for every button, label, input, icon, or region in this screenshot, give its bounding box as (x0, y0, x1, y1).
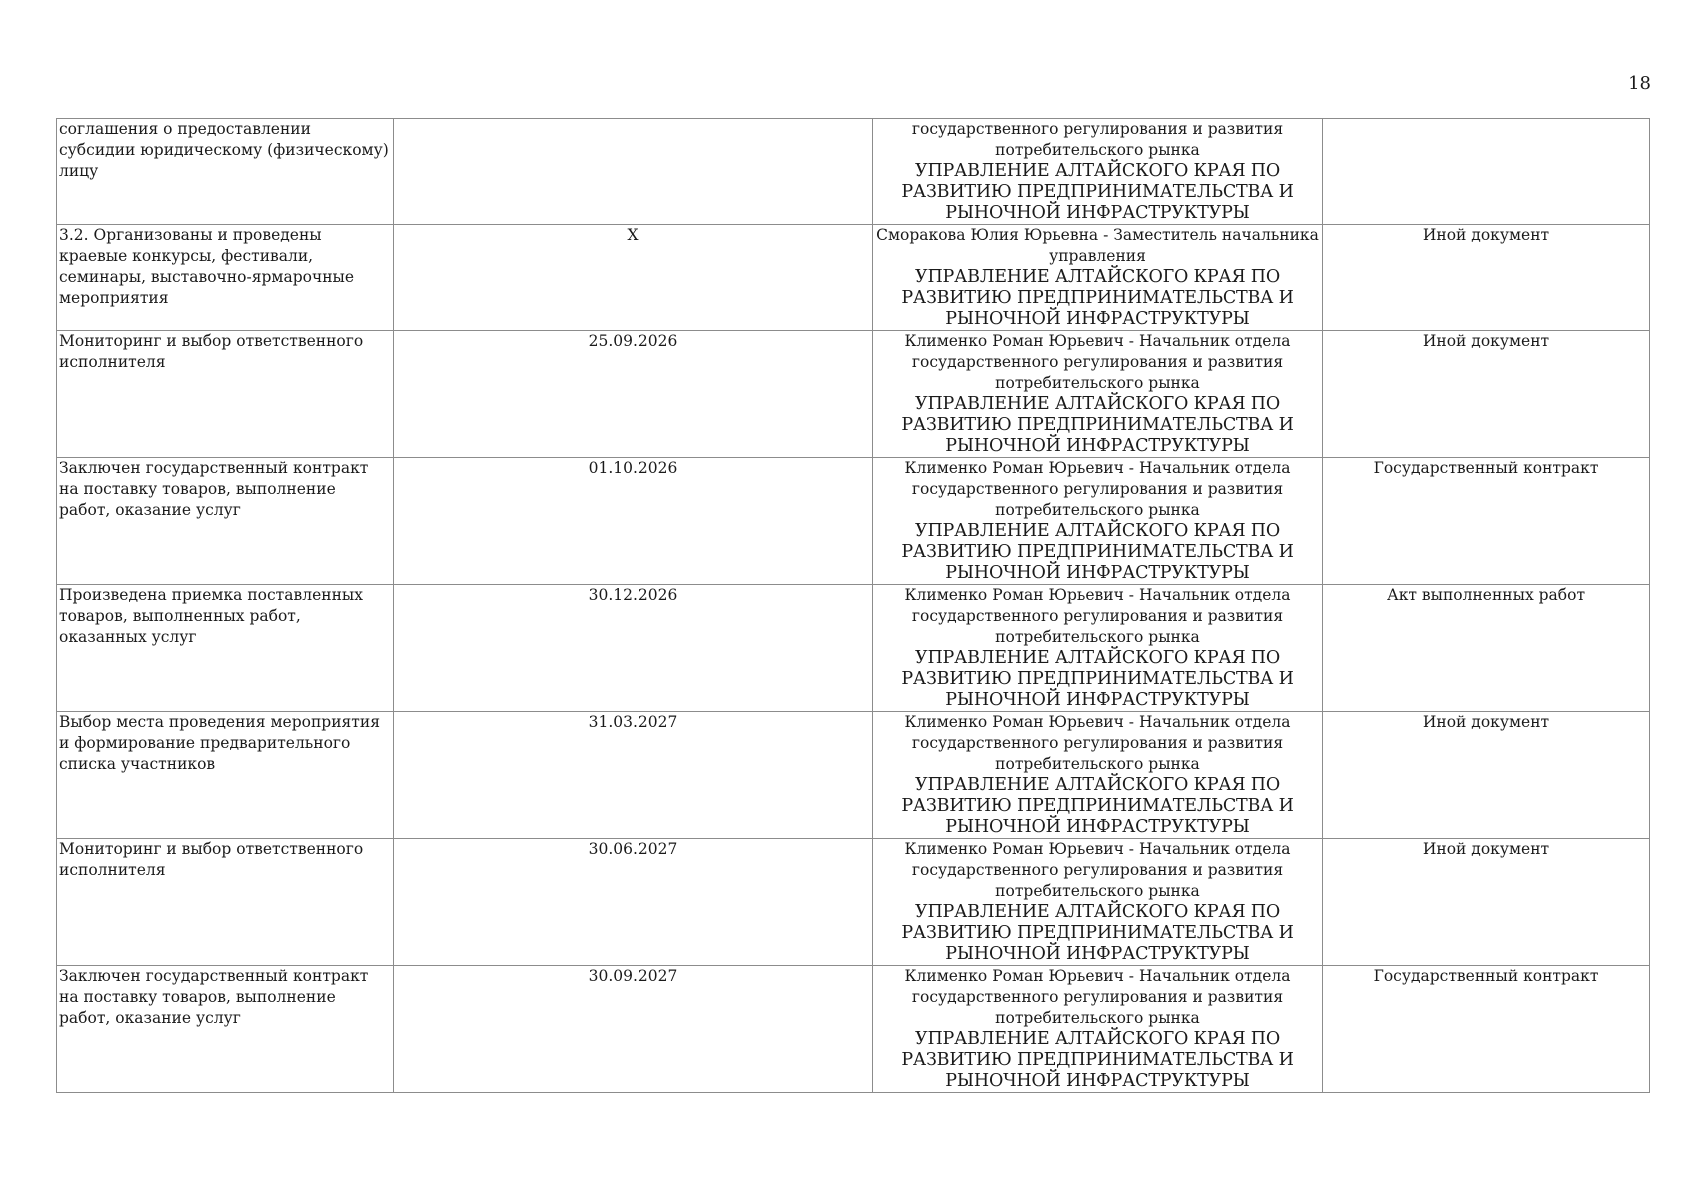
task-name-cell: Заключен государственный контракт на поставку товаров, выполнение работ, оказание услуг (57, 966, 394, 1093)
document-type-cell: Иной документ (1323, 839, 1650, 966)
responsible-person: Клименко Роман Юрьевич - Начальник отдела государственного регулирования и развития потребительского рынка (904, 459, 1291, 519)
table-row (57, 458, 1650, 585)
responsible-cell (873, 225, 1323, 331)
due-date-cell: 01.10.2026 (394, 458, 873, 585)
responsible-cell (873, 839, 1323, 966)
document-type-cell: Иной документ (1323, 331, 1650, 458)
document-type-cell: Государственный контракт (1323, 458, 1650, 585)
responsible-person: Сморакова Юлия Юрьевна - Заместитель начальника управления (876, 226, 1319, 265)
table-row (57, 839, 1650, 966)
document-type-cell: Иной документ (1323, 712, 1650, 839)
task-name-cell: соглашения о предоставлении субсидии юридическому (физическому) лицу (57, 119, 394, 225)
table-row (57, 966, 1650, 1093)
responsible-organization: УПРАВЛЕНИЕ АЛТАЙСКОГО КРАЯ ПО РАЗВИТИЮ ПРЕДПРИНИМАТЕЛЬСТВА И РЫНОЧНОЙ ИНФРАСТРУКТУРЫ (901, 267, 1294, 329)
responsible-cell (873, 458, 1323, 585)
task-name-cell: 3.2. Организованы и проведены краевые конкурсы, фестивали, семинары, выставочно-ярмарочные мероприятия (57, 225, 394, 331)
task-name-cell: Произведена приемка поставленных товаров, выполненных работ, оказанных услуг (57, 585, 394, 712)
responsible-person: Клименко Роман Юрьевич - Начальник отдела государственного регулирования и развития потребительского рынка (904, 967, 1291, 1027)
responsible-cell (873, 119, 1323, 225)
due-date-cell (394, 119, 873, 225)
responsible-person: Клименко Роман Юрьевич - Начальник отдела государственного регулирования и развития потребительского рынка (904, 840, 1291, 900)
document-type-cell: Иной документ (1323, 225, 1650, 331)
due-date-cell: 30.12.2026 (394, 585, 873, 712)
responsible-organization: УПРАВЛЕНИЕ АЛТАЙСКОГО КРАЯ ПО РАЗВИТИЮ ПРЕДПРИНИМАТЕЛЬСТВА И РЫНОЧНОЙ ИНФРАСТРУКТУРЫ (901, 902, 1294, 964)
responsible-person: государственного регулирования и развития потребительского рынка (911, 120, 1284, 159)
due-date-cell: 30.06.2027 (394, 839, 873, 966)
table-row (57, 712, 1650, 839)
responsible-cell (873, 712, 1323, 839)
table-row (57, 585, 1650, 712)
plan-table (56, 118, 1650, 1093)
due-date-cell: 31.03.2027 (394, 712, 873, 839)
responsible-cell (873, 585, 1323, 712)
table-row (57, 119, 1650, 225)
responsible-organization: УПРАВЛЕНИЕ АЛТАЙСКОГО КРАЯ ПО РАЗВИТИЮ ПРЕДПРИНИМАТЕЛЬСТВА И РЫНОЧНОЙ ИНФРАСТРУКТУРЫ (901, 1029, 1294, 1091)
task-name-cell: Мониторинг и выбор ответственного исполнителя (57, 331, 394, 458)
responsible-cell (873, 331, 1323, 458)
task-name-cell: Мониторинг и выбор ответственного исполнителя (57, 839, 394, 966)
table-row (57, 331, 1650, 458)
table-row (57, 225, 1650, 331)
document-type-cell: Государственный контракт (1323, 966, 1650, 1093)
task-name-cell: Заключен государственный контракт на поставку товаров, выполнение работ, оказание услуг (57, 458, 394, 585)
responsible-person: Клименко Роман Юрьевич - Начальник отдела государственного регулирования и развития потребительского рынка (904, 332, 1291, 392)
responsible-organization: УПРАВЛЕНИЕ АЛТАЙСКОГО КРАЯ ПО РАЗВИТИЮ ПРЕДПРИНИМАТЕЛЬСТВА И РЫНОЧНОЙ ИНФРАСТРУКТУРЫ (901, 161, 1294, 223)
responsible-cell (873, 966, 1323, 1093)
responsible-person: Клименко Роман Юрьевич - Начальник отдела государственного регулирования и развития потребительского рынка (904, 586, 1291, 646)
due-date-cell: X (394, 225, 873, 331)
responsible-person: Клименко Роман Юрьевич - Начальник отдела государственного регулирования и развития потребительского рынка (904, 713, 1291, 773)
due-date-cell: 25.09.2026 (394, 331, 873, 458)
document-type-cell (1323, 119, 1650, 225)
responsible-organization: УПРАВЛЕНИЕ АЛТАЙСКОГО КРАЯ ПО РАЗВИТИЮ ПРЕДПРИНИМАТЕЛЬСТВА И РЫНОЧНОЙ ИНФРАСТРУКТУРЫ (901, 775, 1294, 837)
responsible-organization: УПРАВЛЕНИЕ АЛТАЙСКОГО КРАЯ ПО РАЗВИТИЮ ПРЕДПРИНИМАТЕЛЬСТВА И РЫНОЧНОЙ ИНФРАСТРУКТУРЫ (901, 648, 1294, 710)
responsible-organization: УПРАВЛЕНИЕ АЛТАЙСКОГО КРАЯ ПО РАЗВИТИЮ ПРЕДПРИНИМАТЕЛЬСТВА И РЫНОЧНОЙ ИНФРАСТРУКТУРЫ (901, 521, 1294, 583)
task-name-cell: Выбор места проведения мероприятия и формирование предварительного списка участников (57, 712, 394, 839)
due-date-cell: 30.09.2027 (394, 966, 873, 1093)
page-number: 18 (1628, 73, 1651, 94)
responsible-organization: УПРАВЛЕНИЕ АЛТАЙСКОГО КРАЯ ПО РАЗВИТИЮ ПРЕДПРИНИМАТЕЛЬСТВА И РЫНОЧНОЙ ИНФРАСТРУКТУРЫ (901, 394, 1294, 456)
document-type-cell: Акт выполненных работ (1323, 585, 1650, 712)
